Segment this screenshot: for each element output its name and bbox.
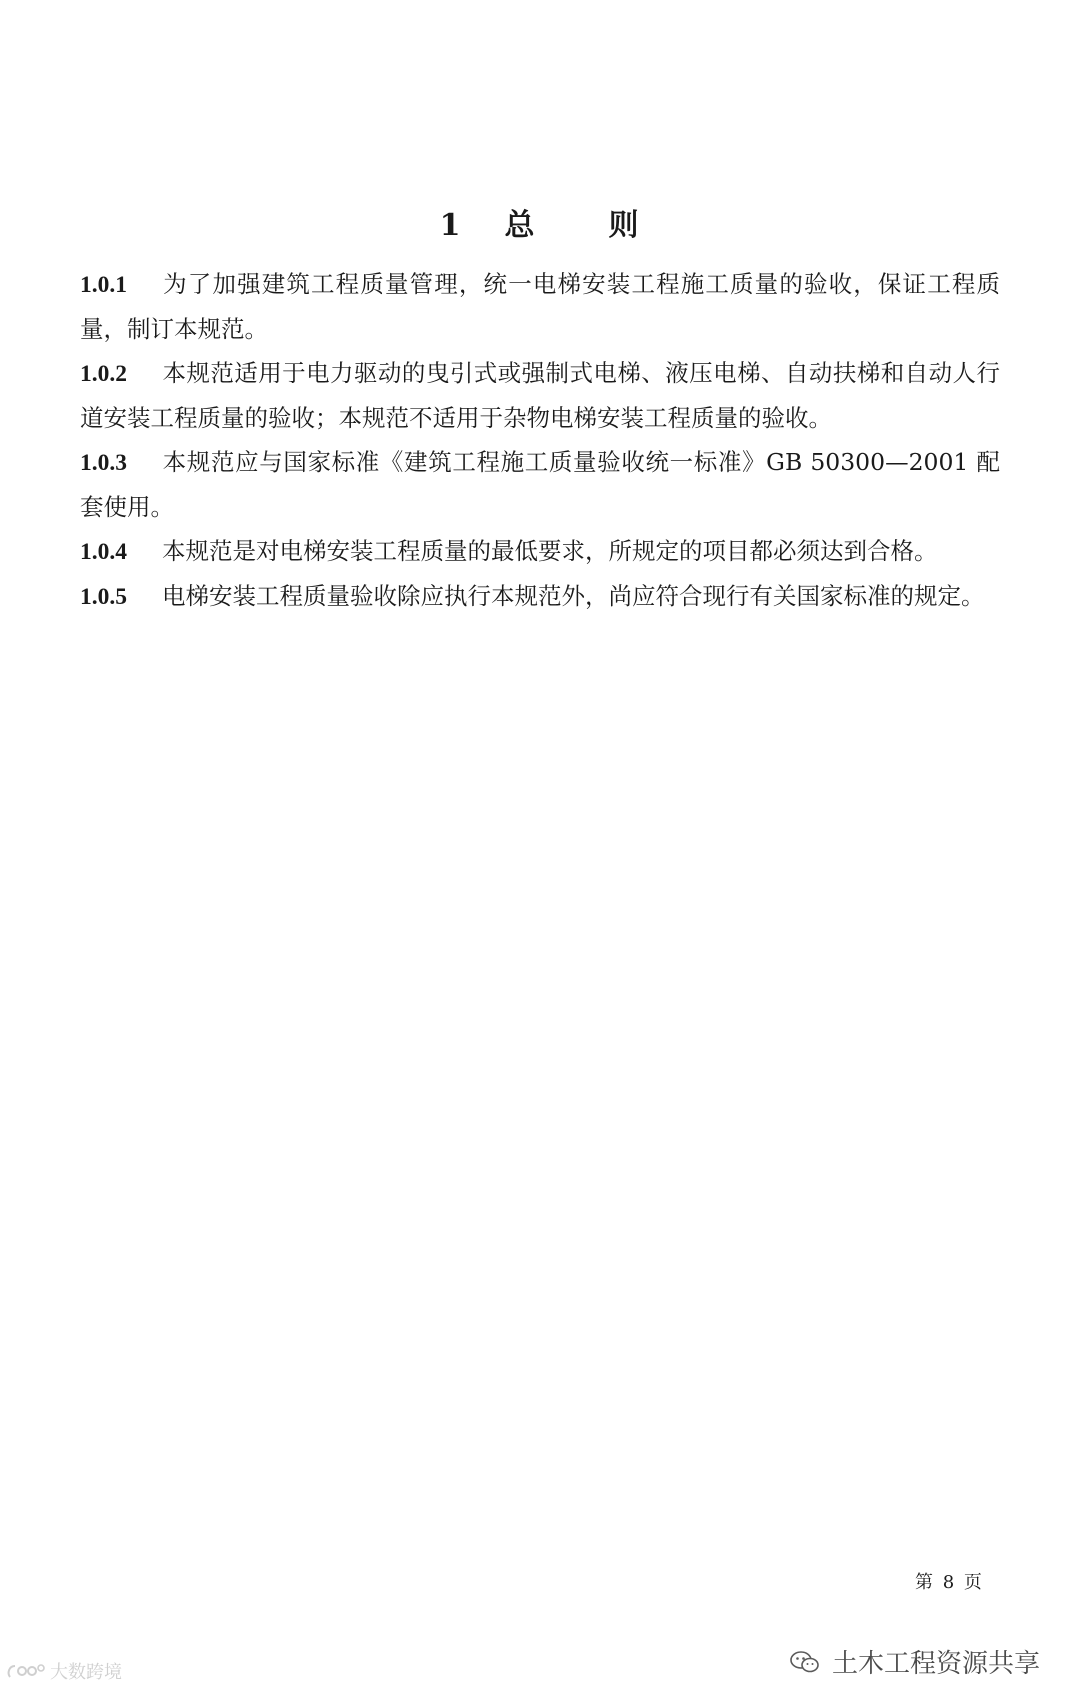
clause-number: 1.0.3 bbox=[80, 450, 127, 476]
clause-1-0-1 bbox=[80, 262, 1000, 351]
clause-text: 本规范适用于电力驱动的曳引式或强制式电梯、液压电梯、自动扶梯和自动人行道安装工程质量的验收；本规范不适用于杂物电梯安装工程质量的验收。 bbox=[80, 359, 1000, 432]
chapter-title-char-2: 则 bbox=[608, 208, 641, 243]
watermark-wechat bbox=[790, 1643, 1040, 1680]
clause-number: 1.0.2 bbox=[80, 361, 127, 387]
chapter-number: 1 bbox=[439, 208, 463, 243]
watermark-left-text: 大数跨境 bbox=[50, 1662, 122, 1683]
clause-number: 1.0.5 bbox=[80, 584, 127, 610]
clause-text: 电梯安装工程质量验收除应执行本规范外，尚应符合现行有关国家标准的规定。 bbox=[162, 582, 985, 610]
clause-text: 为了加强建筑工程质量管理，统一电梯安装工程施工质量的验收，保证工程质量，制订本规范。 bbox=[80, 270, 1000, 343]
clause-1-0-3 bbox=[80, 440, 1000, 529]
clause-list bbox=[80, 262, 1000, 619]
clause-1-0-4 bbox=[80, 529, 1000, 574]
watermark-left bbox=[6, 1658, 122, 1684]
chapter-title-char-1: 总 bbox=[504, 208, 537, 243]
clause-number: 1.0.4 bbox=[80, 539, 127, 565]
page-number: 第 8 页 bbox=[915, 1572, 984, 1593]
clause-1-0-2 bbox=[80, 351, 1000, 440]
watermark-logo-icon bbox=[6, 1661, 46, 1681]
clause-text: 本规范应与国家标准《建筑工程施工质量验收统一标准》GB 50300—2001 配套使用。 bbox=[80, 448, 1000, 521]
clause-text: 本规范是对电梯安装工程质量的最低要求，所规定的项目都必须达到合格。 bbox=[162, 537, 938, 565]
watermark-right-text: 土木工程资源共享 bbox=[832, 1649, 1041, 1679]
clause-number: 1.0.1 bbox=[80, 272, 127, 298]
wechat-icon bbox=[790, 1650, 820, 1674]
clause-1-0-5 bbox=[80, 574, 1000, 619]
chapter-title bbox=[0, 200, 1080, 244]
